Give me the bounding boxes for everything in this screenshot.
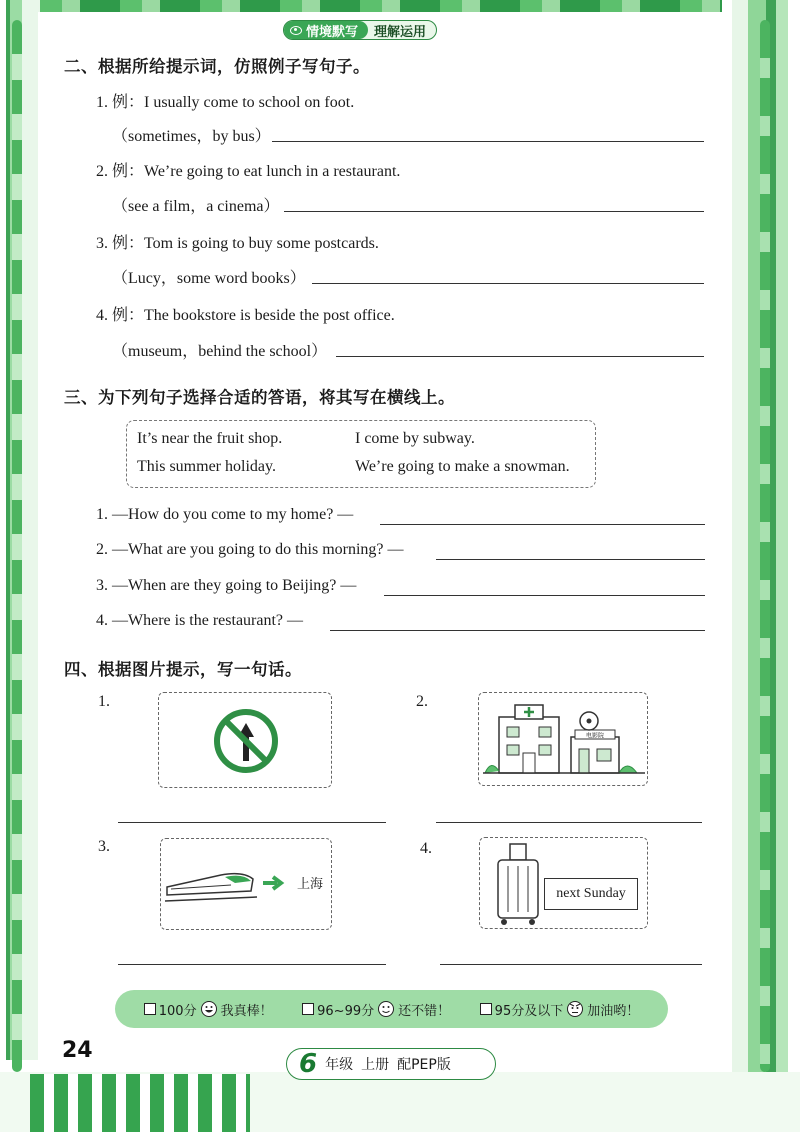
choice-3: This summer holiday. [137,458,276,475]
grade-edition-pill [286,1048,496,1080]
picture-box-1 [158,692,332,788]
answer-line-4-1[interactable] [118,822,386,823]
section2-example-3: 3. 例：Tom is going to buy some postcards. [96,235,379,252]
checkbox[interactable] [480,1003,492,1015]
suitcase-icon [488,838,548,930]
score-label: 100分 [158,1003,197,1019]
answer-line-3-3[interactable] [384,595,705,596]
self-assessment-bar [115,990,668,1028]
picture-number-1: 1. [98,693,110,710]
score-item-96-99[interactable] [302,1000,450,1019]
section3-question-1: 1. —How do you come to my home? — [96,506,354,523]
choice-2: I come by subway. [355,430,475,447]
header-left-label: 情境默写 [306,24,359,40]
section3-question-4: 4. —Where is the restaurant? — [96,612,304,629]
score-comment: 还不错！ [398,1003,451,1019]
answer-line-4-4[interactable] [440,964,702,965]
answer-line-2-2[interactable] [284,211,704,212]
edition-text: 配PEP版 [397,1057,451,1073]
section3-title: 三、为下列句子选择合适的答语，将其写在横线上。 [64,388,455,407]
grade-digit: 6 [299,1049,318,1079]
score-label: 95分及以下 [494,1003,564,1019]
date-label: next Sunday [556,886,626,901]
answer-line-3-1[interactable] [380,524,705,525]
eye-icon [290,26,302,35]
smiling-face-icon [377,1000,395,1018]
answer-line-3-4[interactable] [330,630,705,631]
checkbox[interactable] [144,1003,156,1015]
section2-hint-2: （see a film，a cinema） [112,198,280,215]
picture-box-3 [160,838,332,930]
bottom-bar-decoration [30,1074,250,1132]
cinema-sign-text: 电影院 [585,732,605,740]
section2-hint-1: （sometimes，by bus） [112,128,271,145]
right-wave-decoration [760,20,770,1072]
page-number: 24 [62,1038,93,1063]
destination-label: 上海 [297,877,324,892]
choice-1: It’s near the fruit shop. [137,430,283,447]
section2-hint-3: （Lucy，some word books） [112,270,306,287]
grade-text: 年级 [325,1057,354,1073]
section2-hint-4: （museum，behind the school） [112,343,328,360]
checkbox[interactable] [302,1003,314,1015]
score-label: 96~99分 [317,1003,375,1019]
score-comment: 加油哟！ [587,1003,640,1019]
answer-choices-box [126,420,596,488]
answer-line-2-3[interactable] [312,283,704,284]
header-right-label: 理解运用 [374,24,427,40]
date-label-box [544,878,638,910]
section2-example-1: 1. 例：I usually come to school on foot. [96,94,355,111]
score-comment: 我真棒！ [220,1003,273,1019]
answer-line-4-2[interactable] [436,822,702,823]
score-item-95-below[interactable] [480,1000,640,1019]
hospital-and-cinema-icon [479,693,649,787]
answer-line-2-1[interactable] [272,141,704,142]
laughing-face-icon [200,1000,218,1018]
picture-number-3: 3. [98,838,110,855]
no-straight-ahead-sign-icon [159,693,333,789]
picture-box-2 [478,692,648,786]
section2-title: 二、根据所给提示词，仿照例子写句子。 [64,57,370,76]
answer-line-2-4[interactable] [336,356,704,357]
choice-4: We’re going to make a snowman. [355,458,570,475]
picture-number-4: 4. [420,840,432,857]
section2-example-2: 2. 例：We’re going to eat lunch in a restaurant. [96,163,401,180]
header-left-tab [284,21,368,39]
section-header-pill [283,20,437,40]
score-item-100[interactable] [144,1000,273,1019]
determined-face-icon [566,1000,584,1018]
picture-box-4 [479,837,648,929]
section2-example-4: 4. 例：The bookstore is beside the post office. [96,307,395,324]
answer-line-3-2[interactable] [436,559,705,560]
answer-line-4-3[interactable] [118,964,386,965]
section4-title: 四、根据图片提示，写一句话。 [64,660,302,679]
picture-number-2: 2. [416,693,428,710]
term-text: 上册 [361,1057,390,1073]
section3-question-2: 2. —What are you going to do this morning? — [96,541,404,558]
left-wave-decoration [12,20,22,1072]
section3-question-3: 3. —When are they going to Beijing? — [96,577,357,594]
